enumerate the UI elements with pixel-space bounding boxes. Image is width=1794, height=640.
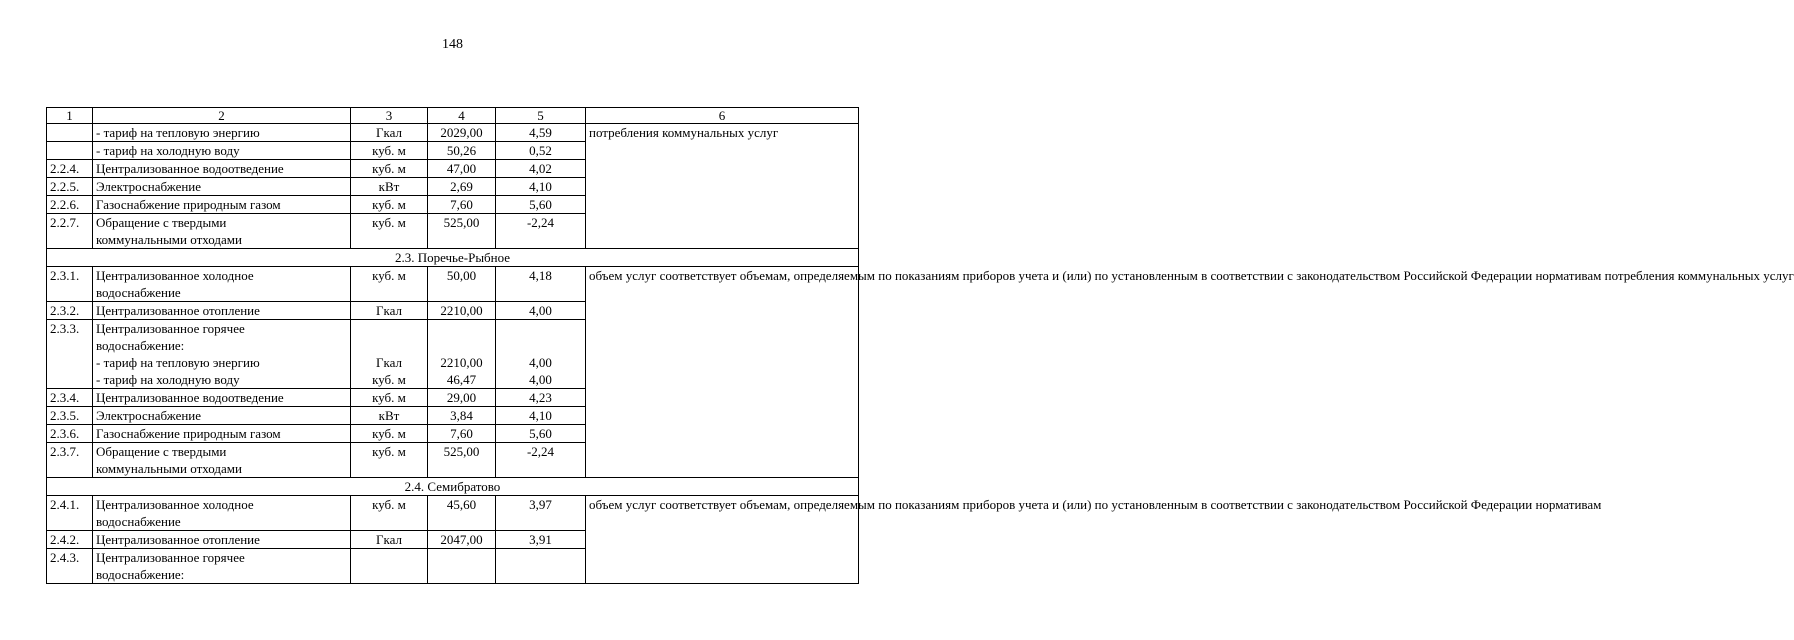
service-name-line: Централизованное горячее <box>96 321 245 336</box>
service-name <box>93 178 351 196</box>
service-name-line: Централизованное холодное <box>96 497 254 512</box>
index-value: 4,02 <box>496 160 586 178</box>
service-name-line: водоснабжение: <box>96 338 185 353</box>
unit: Гкал <box>351 531 428 549</box>
unit: куб. м <box>351 267 428 302</box>
section-heading-row <box>47 249 859 267</box>
service-name <box>93 389 351 407</box>
index-value: 3,91 <box>496 531 586 549</box>
volume-value-line: 46,47 <box>446 372 477 387</box>
volume-value: 45,60 <box>428 496 496 531</box>
tariff-table <box>46 107 1794 584</box>
column-header-6: 6 <box>586 108 859 124</box>
row-number: 2.4.2. <box>47 531 93 549</box>
index-value: -2,24 <box>496 443 586 478</box>
row-number: 2.3.5. <box>47 407 93 425</box>
unit: Гкал <box>351 124 428 142</box>
service-name-line: водоснабжение: <box>96 567 185 582</box>
volume-value: 2047,00 <box>428 531 496 549</box>
index-value-line <box>499 337 582 354</box>
volume-value: 3,84 <box>428 407 496 425</box>
index-value-line: 4,00 <box>529 355 552 370</box>
service-name-line: коммунальными отходами <box>96 461 242 476</box>
service-name-line: - тариф на холодную воду <box>96 372 240 387</box>
index-value: 4,59 <box>496 124 586 142</box>
row-number: 2.2.7. <box>47 214 93 249</box>
row-number: 2.4.3. <box>47 549 93 584</box>
row-number: 2.2.5. <box>47 178 93 196</box>
table-row <box>47 496 859 531</box>
index-value: 5,60 <box>496 196 586 214</box>
unit <box>351 549 428 584</box>
service-name <box>93 443 351 478</box>
unit-line: Гкал <box>375 355 402 370</box>
service-name <box>93 407 351 425</box>
row-number: 2.2.6. <box>47 196 93 214</box>
service-name <box>93 302 351 320</box>
service-name <box>93 142 351 160</box>
volume-value <box>428 549 496 584</box>
volume-value: 2029,00 <box>428 124 496 142</box>
row-number: 2.3.2. <box>47 302 93 320</box>
note-cell: объем услуг соответствует объемам, определяемым по показаниям приборов учета и (или) по установленным в соответствии с законодательством Российской Федерации нормативам <box>586 496 859 584</box>
volume-value: 29,00 <box>428 389 496 407</box>
service-name-line: Централизованное водоотведение <box>96 161 284 176</box>
unit: кВт <box>351 178 428 196</box>
service-name-line: Газоснабжение природным газом <box>96 197 281 212</box>
unit: куб. м <box>351 443 428 478</box>
row-number: 2.3.6. <box>47 425 93 443</box>
service-name <box>93 214 351 249</box>
volume-value: 2,69 <box>428 178 496 196</box>
volume-value-line: 2210,00 <box>440 355 483 370</box>
index-value: 4,18 <box>496 267 586 302</box>
table-row <box>47 267 859 302</box>
service-name <box>93 320 351 389</box>
page-number: 148 <box>442 37 463 52</box>
service-name <box>93 124 351 142</box>
unit: куб. м <box>351 142 428 160</box>
unit <box>351 320 428 389</box>
column-header-3: 3 <box>351 108 428 124</box>
index-value: 0,52 <box>496 142 586 160</box>
service-name-line: водоснабжение <box>96 285 181 300</box>
row-number: 2.3.4. <box>47 389 93 407</box>
index-value-line: 4,00 <box>529 372 552 387</box>
volume-value: 47,00 <box>428 160 496 178</box>
index-value: 4,10 <box>496 178 586 196</box>
row-number <box>47 142 93 160</box>
table-row <box>47 124 859 142</box>
volume-value-line <box>431 337 492 354</box>
column-header-4: 4 <box>428 108 496 124</box>
service-name-line: Электроснабжение <box>96 179 202 194</box>
service-name <box>93 160 351 178</box>
service-name-line: - тариф на тепловую энергию <box>96 125 260 140</box>
note-cell: объем услуг соответствует объемам, определяемым по показаниям приборов учета и (или) по установленным в соответствии с законодательством Российской Федерации нормативам потребления коммунальных услуг <box>586 267 859 478</box>
row-number: 2.3.1. <box>47 267 93 302</box>
service-name <box>93 496 351 531</box>
index-value: 4,00 <box>496 302 586 320</box>
service-name-line: водоснабжение <box>96 514 181 529</box>
service-name-line: Централизованное горячее <box>96 550 245 565</box>
unit: куб. м <box>351 214 428 249</box>
section-heading-row <box>47 478 859 496</box>
service-name-line: Централизованное водоотведение <box>96 390 284 405</box>
volume-value: 50,00 <box>428 267 496 302</box>
service-name-line: Централизованное холодное <box>96 268 254 283</box>
service-name <box>93 267 351 302</box>
service-name-line: - тариф на тепловую энергию <box>96 355 260 370</box>
index-value: 4,10 <box>496 407 586 425</box>
service-name-line: Электроснабжение <box>96 408 202 423</box>
volume-value-line <box>431 320 492 337</box>
unit-line <box>354 320 424 337</box>
unit-line <box>354 337 424 354</box>
service-name-line: - тариф на холодную воду <box>96 143 240 158</box>
index-value: 4,23 <box>496 389 586 407</box>
note-cell: потребления коммунальных услуг <box>586 124 859 249</box>
index-value: 3,97 <box>496 496 586 531</box>
service-name-line: Централизованное отопление <box>96 532 260 547</box>
unit: кВт <box>351 407 428 425</box>
volume-value: 50,26 <box>428 142 496 160</box>
service-name-line: коммунальными отходами <box>96 232 242 247</box>
row-number: 2.4.1. <box>47 496 93 531</box>
index-value: -2,24 <box>496 214 586 249</box>
service-name <box>93 531 351 549</box>
index-value <box>496 320 586 389</box>
unit: куб. м <box>351 196 428 214</box>
unit-line: куб. м <box>372 372 406 387</box>
volume-value: 7,60 <box>428 425 496 443</box>
unit: куб. м <box>351 160 428 178</box>
column-header-5: 5 <box>496 108 586 124</box>
row-number: 2.2.4. <box>47 160 93 178</box>
service-name <box>93 196 351 214</box>
column-header-1: 1 <box>47 108 93 124</box>
service-name <box>93 549 351 584</box>
section-title: 2.4. Семибратово <box>47 478 859 496</box>
volume-value: 525,00 <box>428 443 496 478</box>
unit: куб. м <box>351 425 428 443</box>
service-name <box>93 425 351 443</box>
volume-value: 2210,00 <box>428 302 496 320</box>
unit: Гкал <box>351 302 428 320</box>
index-value: 5,60 <box>496 425 586 443</box>
column-header-2: 2 <box>93 108 351 124</box>
service-name-line: Обращение с твердыми <box>96 444 227 459</box>
row-number: 2.3.3. <box>47 320 93 389</box>
volume-value: 7,60 <box>428 196 496 214</box>
row-number <box>47 124 93 142</box>
service-name-line: Газоснабжение природным газом <box>96 426 281 441</box>
service-name-line: Централизованное отопление <box>96 303 260 318</box>
volume-value <box>428 320 496 389</box>
index-value-line <box>499 320 582 337</box>
header-row <box>47 108 859 124</box>
section-title: 2.3. Поречье-Рыбное <box>47 249 859 267</box>
row-number: 2.3.7. <box>47 443 93 478</box>
unit: куб. м <box>351 389 428 407</box>
service-name-line: Обращение с твердыми <box>96 215 227 230</box>
volume-value: 525,00 <box>428 214 496 249</box>
unit: куб. м <box>351 496 428 531</box>
index-value <box>496 549 586 584</box>
